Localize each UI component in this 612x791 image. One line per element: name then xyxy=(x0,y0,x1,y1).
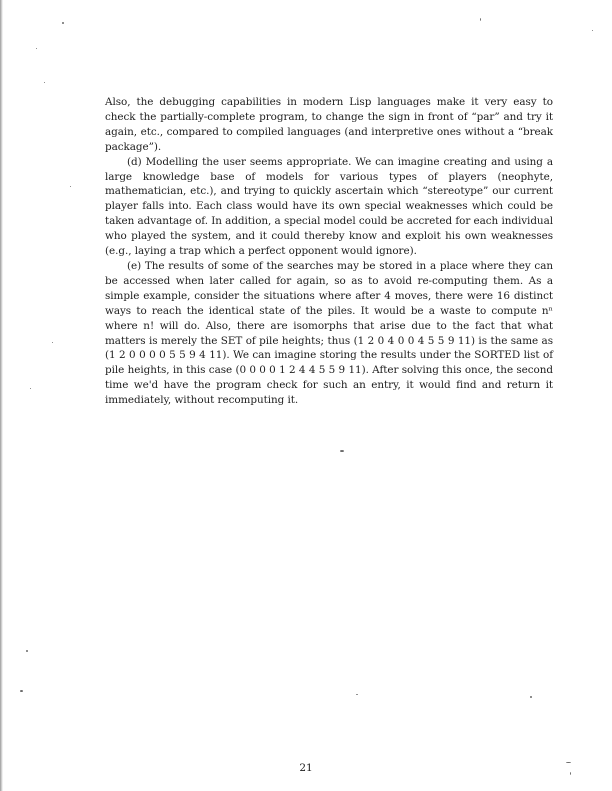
scan-speck xyxy=(592,30,593,31)
scan-speck xyxy=(356,694,358,695)
scan-speck xyxy=(26,650,28,652)
scan-speck xyxy=(44,82,45,83)
paragraph-continuation: Also, the debugging capabilities in modern Lisp languages make it very easy to check the partially-complete program, to change the sign in front of “par” and try it again, etc., compared to compiled languages (and interpretive ones without a “break package”). xyxy=(105,96,553,153)
scan-speck xyxy=(30,388,31,389)
paragraph-e-storing-results: (e) The results of some of the searches may be stored in a place where they can be accessed when later called for again, so as to avoid re-computing them. As a simple example, consider the situations where after 4 moves, there were 16 distinct ways to reach the identical state of the piles. It would be a waste to compute nⁿ where n! will do. Also, there are isomorphs that arise due to the fact that what matters is merely the SET of pile heights; thus (1 2 0 4 0 0 4 5 5 9 11) is the same as (1 2 0 0 0 0 5 5 9 4 11). We can imagine storing the results under the SORTED list of pile heights, in this case (0 0 0 0 1 2 4 4 5 5 9 11). After solving this once, the second time we'd have the program check for such an entry, it would find and return it immediately, without recomputing it. xyxy=(105,259,553,407)
paragraph-d-modelling-user: (d) Modelling the user seems appropriate. We can imagine creating and using a large knowledge base of models for various types of players (neophyte, mathematician, etc.), and trying to quickly ascertain which “stereotype” our current player falls into. Each class would have its own special weaknesses which could be taken advantage of. In addition, a special model could be accreted for each individual who played the system, and it could thereby know and exploit his own weaknesses (e.g., laying a trap which a perfect opponent would ignore). xyxy=(105,155,553,258)
body-text xyxy=(105,95,553,408)
scan-speck xyxy=(530,696,532,698)
scan-speck xyxy=(62,22,64,24)
scan-left-edge xyxy=(0,0,3,791)
scan-speck xyxy=(480,18,481,21)
scan-speck xyxy=(52,342,53,343)
scan-speck xyxy=(566,762,571,763)
scan-speck xyxy=(70,186,71,187)
scan-speck xyxy=(340,450,344,452)
scan-speck xyxy=(20,690,23,692)
scan-speck xyxy=(36,48,37,49)
scan-speck xyxy=(570,772,571,775)
page-number: 21 xyxy=(299,762,313,774)
